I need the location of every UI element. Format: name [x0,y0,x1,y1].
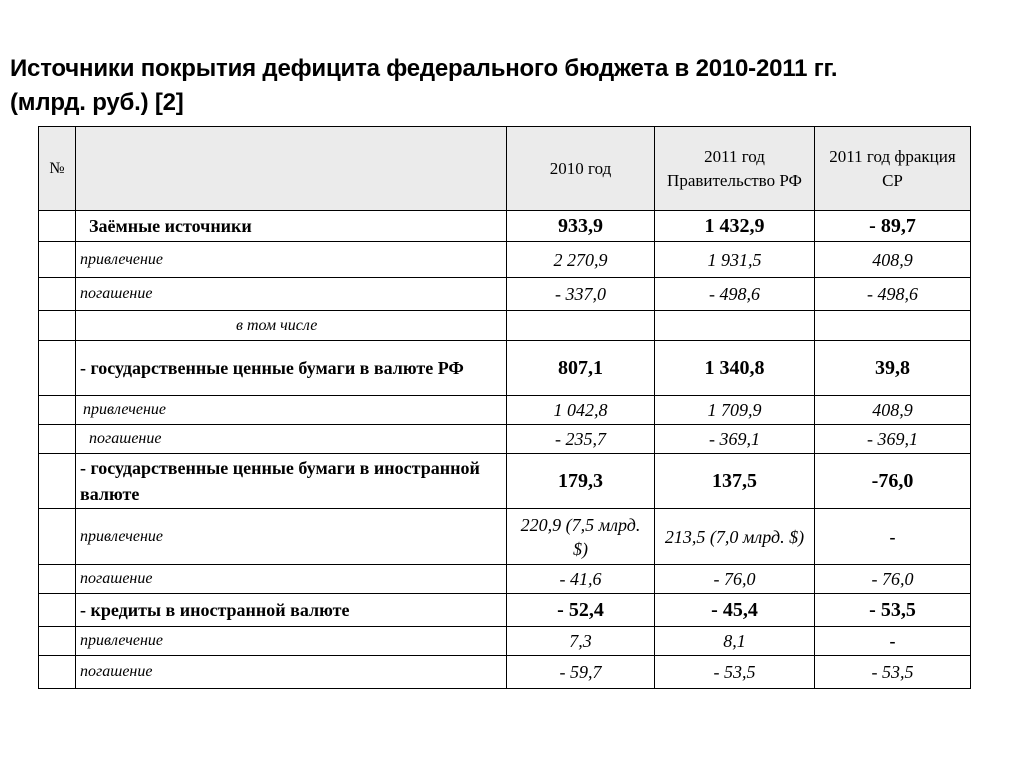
table-row [39,454,971,509]
value-2011-sr: -76,0 [815,454,971,509]
header-number: № [39,127,76,211]
value-2010: 220,9 (7,5 млрд. $) [507,509,655,565]
value-2010: 807,1 [507,341,655,396]
value-2011-sr: - [815,509,971,565]
table-row [39,594,971,627]
value-2010: - 52,4 [507,594,655,627]
row-label: погашение [76,565,507,594]
row-number-cell [39,454,76,509]
row-number-cell [39,627,76,656]
row-number-cell [39,565,76,594]
value-2011-sr: - 498,6 [815,278,971,311]
table-row [39,656,971,689]
row-label: привлечение [76,396,507,425]
value-2011-sr: - 369,1 [815,425,971,454]
row-label: - государственные ценные бумаги в иностранной валюте [76,454,507,509]
value-2011-sr: 39,8 [815,341,971,396]
value-2011-government: 213,5 (7,0 млрд. $) [655,509,815,565]
table-row [39,341,971,396]
title-line-1: Источники покрытия дефицита федерального бюджета в 2010-2011 гг. [10,55,838,82]
row-number-cell [39,278,76,311]
value-2011-government: 8,1 [655,627,815,656]
row-label: погашение [76,656,507,689]
row-number-cell [39,341,76,396]
value-2011-government: 1 931,5 [655,242,815,278]
budget-deficit-table [38,126,971,689]
table-row [39,396,971,425]
table-row [39,627,971,656]
row-label: - государственные ценные бумаги в валюте РФ [76,341,507,396]
value-2010: - 337,0 [507,278,655,311]
table-row [39,509,971,565]
value-2011-government: 1 432,9 [655,211,815,242]
value-2011-government: - 498,6 [655,278,815,311]
value-2011-government: - 369,1 [655,425,815,454]
row-number-cell [39,425,76,454]
value-2010: 1 042,8 [507,396,655,425]
value-2011-sr: 408,9 [815,242,971,278]
row-label: - кредиты в иностранной валюте [76,594,507,627]
row-number-cell [39,311,76,341]
value-2010: - 235,7 [507,425,655,454]
row-label: погашение [76,425,507,454]
page-title [10,52,1020,120]
value-2010: 2 270,9 [507,242,655,278]
value-2011-government: 1 709,9 [655,396,815,425]
value-2011-sr [815,311,971,341]
row-number-cell [39,242,76,278]
row-label: привлечение [76,242,507,278]
value-2011-sr: - [815,627,971,656]
value-2011-government: 137,5 [655,454,815,509]
table-row [39,211,971,242]
value-2011-government: - 53,5 [655,656,815,689]
row-label: Заёмные источники [76,211,507,242]
header-2011-government: 2011 год Правительство РФ [655,127,815,211]
row-label: в том числе [76,311,507,341]
value-2011-sr: - 89,7 [815,211,971,242]
title-line-2: (млрд. руб.) [2] [10,89,184,116]
value-2011-government: - 76,0 [655,565,815,594]
table-row [39,425,971,454]
header-2011-sr: 2011 год фракция СР [815,127,971,211]
value-2011-sr: - 53,5 [815,656,971,689]
row-number-cell [39,594,76,627]
value-2011-sr: 408,9 [815,396,971,425]
table-row [39,278,971,311]
table-row [39,242,971,278]
row-number-cell [39,509,76,565]
value-2010: 933,9 [507,211,655,242]
value-2011-sr: - 53,5 [815,594,971,627]
header-name [76,127,507,211]
value-2011-government [655,311,815,341]
value-2010: - 41,6 [507,565,655,594]
row-number-cell [39,656,76,689]
value-2010 [507,311,655,341]
row-number-cell [39,396,76,425]
value-2010: - 59,7 [507,656,655,689]
header-2010: 2010 год [507,127,655,211]
value-2010: 179,3 [507,454,655,509]
value-2011-government: - 45,4 [655,594,815,627]
table-row [39,565,971,594]
row-label: привлечение [76,627,507,656]
value-2011-government: 1 340,8 [655,341,815,396]
value-2010: 7,3 [507,627,655,656]
table-header-row [39,127,971,211]
row-label: привлечение [76,509,507,565]
row-label: погашение [76,278,507,311]
row-number-cell [39,211,76,242]
value-2011-sr: - 76,0 [815,565,971,594]
table-row [39,311,971,341]
